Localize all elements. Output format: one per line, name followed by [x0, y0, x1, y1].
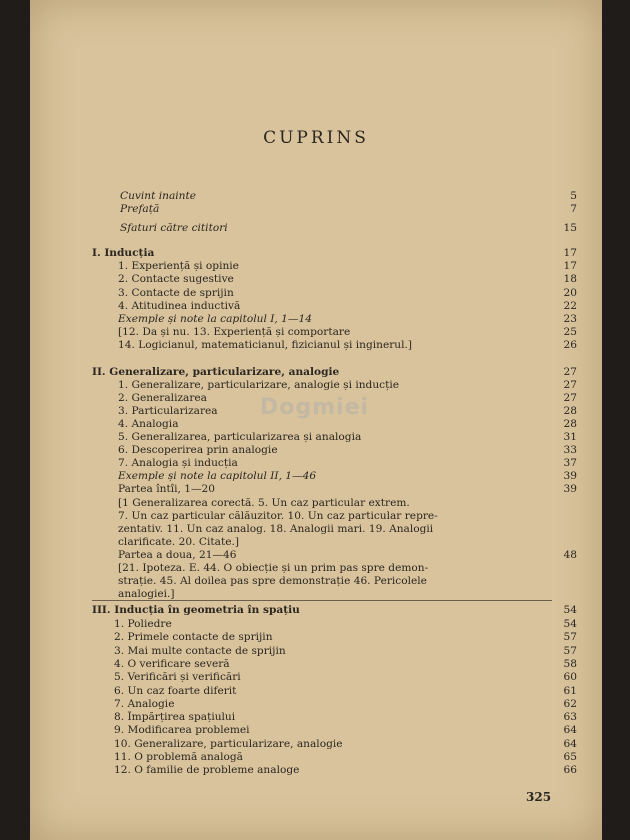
- toc-entry: [118, 273, 577, 286]
- toc-entry-title: 4. Atitudinea inductivă: [118, 300, 241, 312]
- toc-entry-page: 62: [563, 698, 577, 710]
- toc-entry-page: 54: [563, 618, 577, 630]
- toc-entry-title: Cuvint inainte: [120, 190, 197, 202]
- toc-entry-title: zentativ. 11. Un caz analog. 18. Analogii mari. 19. Analogii: [118, 523, 434, 535]
- toc-entry-title: Sfaturi către cititori: [120, 222, 228, 234]
- toc-entry-page: 25: [563, 326, 577, 338]
- toc-entry: [118, 418, 577, 431]
- toc-entry-page: 22: [563, 300, 577, 312]
- toc-entry-page: 18: [563, 273, 577, 285]
- toc-entry-page: 20: [563, 287, 577, 299]
- toc-entry-title: 7. Analogia și inducția: [118, 457, 238, 469]
- toc-entry-title: 8. Împărțirea spațiului: [114, 711, 236, 723]
- toc-entry: [118, 510, 577, 523]
- toc-entry: [114, 711, 577, 724]
- toc-entry-title: [21. Ipoteza. E. 44. O obiecție și un prim pas spre demon-: [118, 562, 429, 574]
- toc-entry-title: 3. Mai multe contacte de sprijin: [114, 645, 286, 657]
- toc-entry: [120, 203, 577, 216]
- toc-entry-page: 15: [563, 222, 577, 234]
- toc-entry-title: 11. O problemă analogă: [114, 751, 243, 763]
- toc-entry-page: 64: [563, 724, 577, 736]
- toc-entry: [118, 523, 577, 536]
- toc-entry: [118, 392, 577, 405]
- toc-entry-title: Exemple și note la capitolul II, 1—46: [118, 470, 317, 482]
- toc-entry-page: 26: [563, 339, 577, 351]
- toc-entry-page: 5: [570, 190, 577, 202]
- toc-entry-title: 5. Generalizarea, particularizarea și analogia: [118, 431, 362, 443]
- toc-entry: [114, 631, 577, 644]
- toc-entry-page: 58: [563, 658, 577, 670]
- toc-entry-page: 57: [563, 631, 577, 643]
- toc-entry-title: 1. Generalizare, particularizare, analogie și inducție: [118, 379, 399, 391]
- toc-entry: [114, 764, 577, 777]
- toc-entry-page: 23: [563, 313, 577, 325]
- toc-entry-title: 4. Analogia: [118, 418, 179, 430]
- toc-entry-title: 14. Logicianul, matematicianul, fizicianul și inginerul.]: [118, 339, 413, 351]
- toc-entry-title: Exemple și note la capitolul I, 1—14: [118, 313, 312, 325]
- toc-entry: [114, 658, 577, 671]
- toc-entry: [118, 575, 577, 588]
- toc-entry-page: 65: [563, 751, 577, 763]
- toc-entry-title: 1. Poliedre: [114, 618, 172, 630]
- toc-entry: [114, 645, 577, 658]
- section-divider: [92, 600, 552, 601]
- toc-entry-page: 17: [563, 260, 577, 272]
- toc-entry-title: 9. Modificarea problemei: [114, 724, 250, 736]
- toc-entry-title: [12. Da și nu. 13. Experiență și comportare: [118, 326, 351, 338]
- toc-entry-title: [1 Generalizarea corectă. 5. Un caz particular extrem.: [118, 497, 410, 509]
- toc-entry: [118, 405, 577, 418]
- toc-entry: [92, 366, 577, 379]
- toc-entry: [92, 247, 577, 260]
- toc-entry-page: 39: [563, 483, 577, 495]
- toc-entry-title: 7. Analogie: [114, 698, 175, 710]
- toc-entry-title: III. Inducția în geometria în spațiu: [92, 604, 300, 616]
- toc-entry: [118, 300, 577, 313]
- toc-entry-page: 27: [563, 366, 577, 378]
- toc-entry: [114, 671, 577, 684]
- toc-entry-title: 12. O familie de probleme analoge: [114, 764, 300, 776]
- toc-entry-title: 7. Un caz particular călăuzitor. 10. Un caz particular repre-: [118, 510, 438, 522]
- toc-entry-page: 63: [563, 711, 577, 723]
- toc-entry: [118, 313, 577, 326]
- toc-entry-page: 31: [563, 431, 577, 443]
- toc-entry-title: 2. Generalizarea: [118, 392, 208, 404]
- toc-entry: [118, 287, 577, 300]
- toc-entry: [114, 618, 577, 631]
- toc-entry-title: 1. Experiență și opinie: [118, 260, 239, 272]
- watermark-logo: Dogmiei: [260, 395, 370, 420]
- toc-entry: [118, 339, 577, 352]
- toc-entry: [118, 497, 577, 510]
- toc-entry-page: 33: [563, 444, 577, 456]
- toc-entry-title: 10. Generalizare, particularizare, analogie: [114, 738, 343, 750]
- toc-entry-page: 28: [563, 418, 577, 430]
- toc-entry: [120, 190, 577, 203]
- toc-entry: [118, 379, 577, 392]
- toc-entry-page: 39: [563, 470, 577, 482]
- toc-entry-title: Partea întîi, 1—20: [118, 483, 216, 495]
- page-number: 325: [526, 790, 552, 804]
- toc-entry-title: I. Inducția: [92, 247, 155, 259]
- toc-entry-page: 17: [563, 247, 577, 259]
- toc-entry: [118, 562, 577, 575]
- toc-entry: [120, 222, 577, 235]
- toc-entry: [118, 260, 577, 273]
- toc-entry: [114, 698, 577, 711]
- toc-entry: [114, 738, 577, 751]
- toc-entry-page: 48: [563, 549, 577, 561]
- toc-entry-title: II. Generalizare, particularizare, analogie: [92, 366, 340, 378]
- toc-entry: [118, 457, 577, 470]
- toc-entry: [118, 549, 577, 562]
- toc-entry: [114, 751, 577, 764]
- toc-entry-title: 5. Verificări și verificări: [114, 671, 241, 683]
- toc-entry: [118, 431, 577, 444]
- book-page: [30, 0, 602, 840]
- toc-entry-title: analogiei.]: [118, 588, 175, 600]
- toc-entry: [114, 724, 577, 737]
- toc-entry-page: 61: [563, 685, 577, 697]
- toc-entry: [118, 483, 577, 496]
- toc-entry-title: 3. Particularizarea: [118, 405, 218, 417]
- toc-entry-page: 7: [570, 203, 577, 215]
- toc-entry-page: 28: [563, 405, 577, 417]
- toc-entry-page: 64: [563, 738, 577, 750]
- toc-entry-title: 6. Un caz foarte diferit: [114, 685, 237, 697]
- toc-entry-title: strație. 45. Al doilea pas spre demonstrație 46. Pericolele: [118, 575, 427, 587]
- toc-entry-title: 3. Contacte de sprijin: [118, 287, 234, 299]
- toc-entry-page: 66: [563, 764, 577, 776]
- toc-entry: [118, 444, 577, 457]
- toc-entry-title: Partea a doua, 21—46: [118, 549, 237, 561]
- toc-entry-title: Prefață: [120, 203, 160, 215]
- toc-entry-title: clarificate. 20. Citate.]: [118, 536, 239, 548]
- toc-entry-title: 4. O verificare severă: [114, 658, 230, 670]
- toc-entry-page: 27: [563, 392, 577, 404]
- toc-entry: [118, 536, 577, 549]
- toc-entry: [118, 326, 577, 339]
- toc-entry: [114, 685, 577, 698]
- toc-entry-page: 37: [563, 457, 577, 469]
- page-title: CUPRINS: [263, 128, 369, 148]
- toc-entry-page: 27: [563, 379, 577, 391]
- toc-entry-title: 6. Descoperirea prin analogie: [118, 444, 278, 456]
- toc-entry-page: 60: [563, 671, 577, 683]
- toc-entry-page: 54: [563, 604, 577, 616]
- toc-entry-title: 2. Primele contacte de sprijin: [114, 631, 273, 643]
- toc-entry: [118, 470, 577, 483]
- toc-entry-title: 2. Contacte sugestive: [118, 273, 234, 285]
- toc-entry: [92, 604, 577, 617]
- toc-entry-page: 57: [563, 645, 577, 657]
